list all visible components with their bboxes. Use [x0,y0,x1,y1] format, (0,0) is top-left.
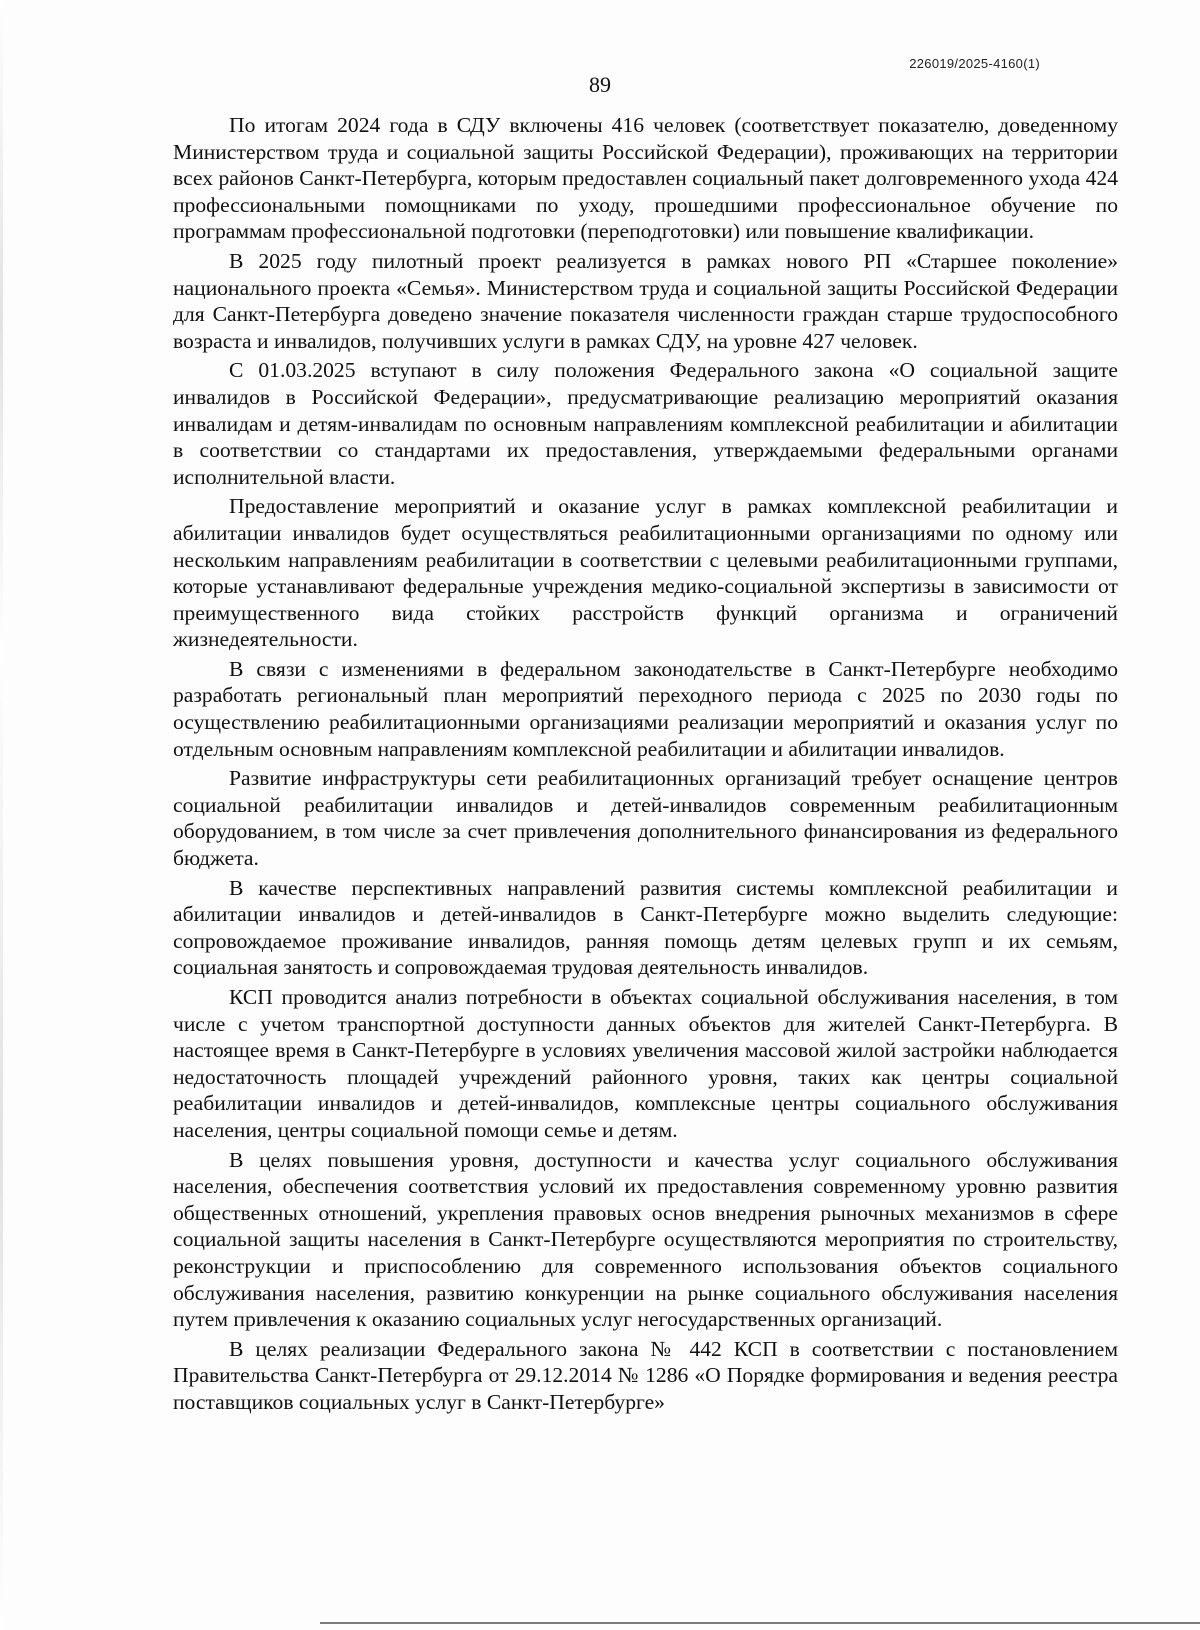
paragraph-rehabilitation-services: Предоставление мероприятий и оказание услуг в рамках комплексной реабилитации и абилитации инвалидов будет осуществляться реабилитационными организациями по одному или нескольким направлениям реабилитации в соответствии с целевыми реабилитационными группами, которые устанавливают федеральные учреждения медико-социальной экспертизы в зависимости от преимущественного вида стойких расстройств функций организма и ограничений жизнедеятельности. [173,494,1118,652]
document-id: 226019/2025-4160(1) [909,56,1040,71]
paragraph-infrastructure: Развитие инфраструктуры сети реабилитационных организаций требует оснащение центров социальной реабилитации инвалидов и детей-инвалидов современным реабилитационным оборудованием, в том числе за счет привлечения дополнительного финансирования из федерального бюджета. [173,766,1118,871]
paragraph-law-442: В целях реализации Федерального закона № 442 КСП в соответствии с постановлением Правительства Санкт-Петербурга от 29.12.2014 № 1286 «О Порядке формирования и ведения реестра поставщиков социальных услуг в Санкт-Петербурге» [173,1336,1118,1414]
paragraph-pilot-2025: В 2025 году пилотный проект реализуется в рамках нового РП «Старшее поколение» национального проекта «Семья». Министерством труда и социальной защиты Российской Федерации для Санкт-Петербурга доведено значение показателя численности граждан старше трудоспособного возраста и инвалидов, получивших услуги в рамках СДУ, на уровне 427 человек. [173,248,1118,353]
paragraph-service-quality: В целях повышения уровня, доступности и качества услуг социального обслуживания населения, обеспечения соответствия условий их предоставления современному уровню развития общественных отношений, укрепления правовых основ внедрения рыночных механизмов в сфере социальной защиты населения в Санкт-Петербурге осуществляются мероприятия по строительству, реконструкции и приспособлению для современного использования объектов социального обслуживания населения, развитию конкуренции на рынке социального обслуживания населения путем привлечения к оказанию социальных услуг негосударственных организаций. [173,1147,1118,1332]
paragraph-federal-law: С 01.03.2025 вступают в силу положения Федерального закона «О социальной защите инвалидов в Российской Федерации», предусматривающие реализацию мероприятий оказания инвалидам и детям-инвалидам по основным направлениям комплексной реабилитации и абилитации в соответствии со стандартами их предоставления, утверждаемыми федеральными органами исполнительной власти. [173,358,1118,489]
body-text [173,112,1118,1419]
paragraph-sdu-2024: По итогам 2024 года в СДУ включены 416 человек (соответствует показателю, доведенному Министерством труда и социальной защиты Российской Федерации), проживающих на территории всех районов Санкт-Петербурга, которым предоставлен социальный пакет долговременного ухода 424 профессиональными помощниками по уходу, прошедшими профессиональное обучение по программам профессиональной подготовки (переподготовки) или повышение квалификации. [173,113,1118,244]
paragraph-perspective-directions: В качестве перспективных направлений развития системы комплексной реабилитации и абилитации инвалидов и детей-инвалидов в Санкт-Петербурге можно выделить следующие: сопровождаемое проживание инвалидов, ранняя помощь детям целевых групп и их семьям, социальная занятость и сопровождаемая трудовая деятельность инвалидов. [173,875,1118,980]
scan-edge-left [0,0,3,1630]
page-number: 89 [589,72,611,97]
paragraph-needs-analysis: КСП проводится анализ потребности в объектах социальной обслуживания населения, в том числе с учетом транспортной доступности данных объектов для жителей Санкт-Петербурга. В настоящее время в Санкт-Петербурге в условиях увеличения массовой жилой застройки наблюдается недостаточность площадей учреждений районного уровня, таких как центры социальной реабилитации инвалидов и детей-инвалидов, комплексные центры социального обслуживания населения, центры социальной помощи семье и детям. [173,985,1118,1142]
paragraph-regional-plan: В связи с изменениями в федеральном законодательстве в Санкт-Петербурге необходимо разработать региональный план мероприятий переходного периода с 2025 по 2030 годы по осуществлению реабилитационными организациями реализации мероприятий и оказания услуг по отдельным основным направлениям комплексной реабилитации и абилитации инвалидов. [173,656,1118,761]
scan-bottom-edge [320,1622,1200,1624]
